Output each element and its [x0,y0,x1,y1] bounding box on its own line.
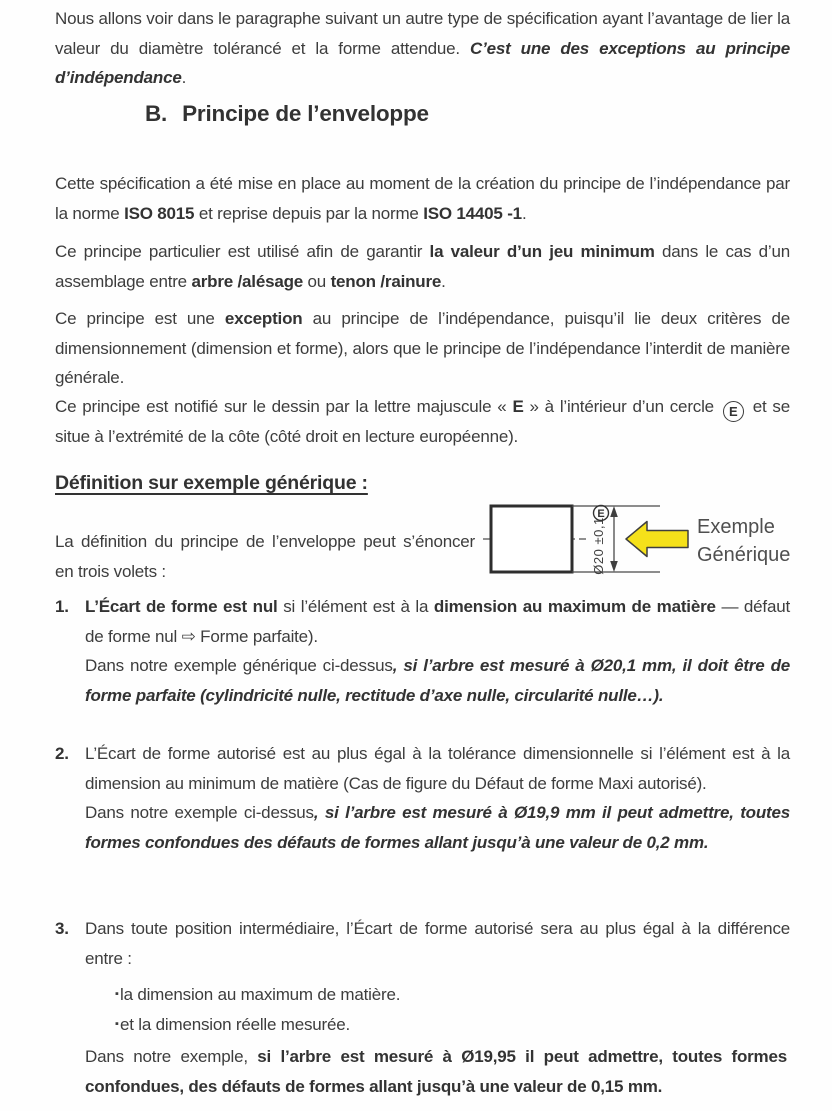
bullet-square-icon: ▪ [115,1017,119,1030]
bullet-list [85,980,790,1039]
numbered-item-1 [55,592,791,710]
intro-paragraph: Nous allons voir dans le paragraphe suivant un autre type de spécification ayant l’avantage de lier la valeur du diamètre tolérancé et la forme attendue. C’est une des exceptions au principe d’indépendance. [55,9,790,87]
heading-text: Principe de l’enveloppe [182,101,429,126]
page-title [145,101,790,127]
heading-letter: B. [145,101,168,126]
bullet-item [85,1010,790,1040]
bullet-item [85,980,790,1010]
intro-text: Nous allons voir dans le paragraphe suivant un autre type de spécification ayant l’avantage de lier la valeur du diamètre tolérancé et la forme attendue. [55,9,790,58]
dimension-arrow-down-icon [610,561,618,572]
item-number: 3. [55,919,69,938]
figure-caption-line1: Exemple [697,516,775,538]
intro-emphasis: C’est une des exceptions au principe d’indépendance [55,38,790,87]
item-number: 2. [55,744,69,763]
paragraph-exception: Ce principe est une exception au principe de l’indépendance, puisqu’il lie deux critères de dimensionnement (dimension et forme), alors que le principe de l’indépendance l’interdit de manière générale. [55,309,790,387]
dimension-arrow-up-icon [610,506,618,517]
paragraph-jeu-minimum: Ce principe particulier est utilisé afin de garantir la valeur d’un jeu minimum dans le cas d’un assemblage entre arbre /alésage ou tenon /rainure. [55,242,790,291]
item2-example: Dans notre exemple ci-dessus, si l’arbre est mesuré à Ø19,9 mm il peut admettre, toutes formes confondues des défauts de formes allant jusqu’à une valeur de 0,2 mm. [85,803,791,852]
numbered-item-3 [55,914,790,1039]
paragraph-definition-intro: La définition du principe de l’enveloppe peut s’énoncer en trois volets : [55,532,475,581]
dimension-label: Ø20 ±0,1 [591,517,606,575]
norm-iso-14405: ISO 14405 -1 [423,203,522,223]
part-rectangle [491,506,572,572]
envelope-symbol: E [597,508,605,520]
generic-example-figure [483,500,813,595]
bullet-text: et la dimension réelle mesurée. [120,1014,351,1034]
closing-paragraph: Dans notre exemple, si l’arbre est mesuré à Ø19,95 il peut admettre, toutes formes confondues, des défauts de formes allant jusqu’à une valeur de 0,15 mm. [85,1047,787,1096]
item3-rule: Dans toute position intermédiaire, l’Écart de forme autorisé sera au plus égal à la différence entre : [85,919,790,968]
paragraph-iso-norms: Cette spécification a été mise en place au moment de la création du principe de l’indépendance par la norme ISO 8015 et reprise depuis par la norme ISO 14405 -1. [55,174,790,223]
envelope-symbol-inline: E [723,401,744,422]
norm-iso-8015: ISO 8015 [124,203,195,223]
technical-drawing [483,500,813,595]
item2-rule: L’Écart de forme autorisé est au plus égal à la tolérance dimensionnelle si l’élément est à la dimension au minimum de matière (Cas de figure du Défaut de forme Maxi autorisé). [85,744,790,793]
figure-caption-line2: Générique [697,544,791,566]
item1-example: Dans notre exemple générique ci-dessus, si l’arbre est mesuré à Ø20,1 mm, il doit être de forme parfaite (cylindricité nulle, rectitude d’axe nulle, circularité nulle…). [85,656,791,705]
numbered-item-2 [55,739,791,857]
callout-arrow-icon [626,522,688,557]
bullet-square-icon: ▪ [115,988,119,1000]
section-heading-definition: Définition sur exemple générique : [55,472,368,494]
bullet-text: la dimension au maximum de matière. [120,985,401,1004]
paragraph-notation: Ce principe est notifié sur le dessin par la lettre majuscule « E » à l’intérieur d’un cercle E et se situe à l’extrémité de la côte (côté droit en lecture européenne). [55,397,790,447]
item1-rule: L’Écart de forme est nul si l’élément est à la dimension au maximum de matière — défaut de forme nul ⇨ Forme parfaite). [85,597,790,646]
item-number: 1. [55,597,69,616]
